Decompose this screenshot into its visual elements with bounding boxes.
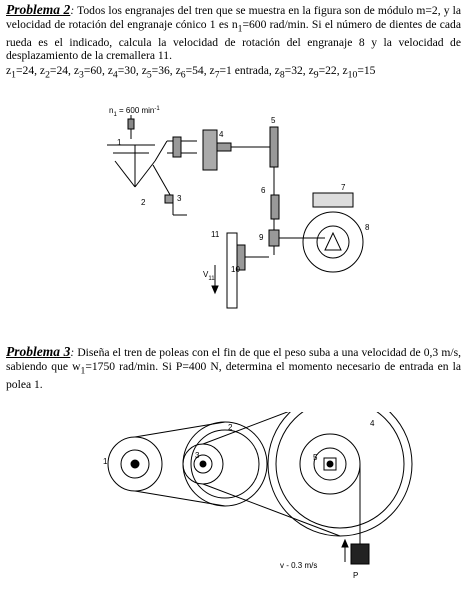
tooth-count-sub: 1 <box>11 69 16 81</box>
tooth-count-7: z <box>209 64 215 77</box>
problem3-statement <box>6 345 461 391</box>
gear-4 <box>203 130 217 170</box>
tooth-count-value: =60, <box>83 64 108 77</box>
pulley-label-2: 2 <box>228 423 233 432</box>
problem2-title: Problema 2 <box>6 2 71 17</box>
gear-9 <box>269 230 279 246</box>
tooth-count-value: =32, <box>284 64 309 77</box>
tooth-count-sub: 5 <box>146 69 152 81</box>
bevel-gear-2-line <box>115 161 135 187</box>
worm-7 <box>313 193 353 207</box>
tooth-count-sub: 9 <box>313 69 319 81</box>
pulley-train-figure <box>95 412 435 597</box>
belt-1-bottom <box>135 491 225 506</box>
problem3-title: Problema 3 <box>6 344 71 359</box>
tooth-count-value: =24, <box>49 64 74 77</box>
label-1: 1 <box>117 138 122 147</box>
tooth-count-3: z <box>73 64 79 77</box>
tooth-count-sub: 7 <box>214 69 220 81</box>
pulley-labels <box>103 419 375 580</box>
tooth-count-2: z <box>39 64 46 77</box>
problem3-title-colon: : <box>70 346 75 359</box>
label-8: 8 <box>365 223 370 232</box>
label-6: 6 <box>261 186 266 195</box>
problem2-text: Todos los engranajes del tren que se muestra en la figura son de módulo m=2, y la velocidad de rotación del engranaje cónico 1 es n <box>6 4 461 31</box>
tooth-count-value: =36, <box>151 64 176 77</box>
belt-1-top <box>135 422 225 437</box>
tooth-count-sub: 8 <box>279 69 285 81</box>
label-7: 7 <box>341 183 346 192</box>
tooth-count-value: =30, <box>117 64 142 77</box>
speed-label: $n_1 = 600$ $\min^{-1}$ <box>109 106 160 118</box>
weight-p <box>351 544 369 564</box>
gear-6 <box>271 195 279 219</box>
belt-2-top <box>203 412 340 444</box>
tooth-count-6: z <box>175 64 181 77</box>
tooth-count-value: =54, <box>185 64 210 77</box>
problem2-text2: =600 rad/min. Si el número de dientes de cada rueda es el indicado, calcula la velocidad de rotación del engranaje 8 y la velocidad de desplazamiento de la cremallera 11. <box>6 17 461 63</box>
tooth-count-sub: 3 <box>79 69 84 81</box>
pulley-label-3: 3 <box>195 451 200 460</box>
bearing-2 <box>173 137 181 157</box>
wheel-8-mount <box>325 233 341 250</box>
tooth-count-sub: 10 <box>347 69 358 81</box>
problem2-statement <box>6 3 461 63</box>
label-9: 9 <box>259 233 264 242</box>
pulley-2 <box>183 422 267 506</box>
weight-label: P <box>353 571 359 580</box>
tooth-count-value: =1 entrada, <box>219 64 275 77</box>
problem3-text: Diseña el tren de poleas con el fin de que el peso suba a una velocidad de 0,3 m/s, sabiendo que w <box>6 346 461 373</box>
v11-label: $V_{11}$ <box>203 270 215 282</box>
problem3-w-sub: 1 <box>80 364 86 376</box>
problem2-n-sub: 1 <box>237 22 243 34</box>
tooth-count-sub: 2 <box>45 69 50 81</box>
gear-train-figure <box>95 105 415 320</box>
tooth-count-value: =24, <box>15 64 40 77</box>
tooth-count-5: z <box>141 64 147 77</box>
label-4: 4 <box>219 130 224 139</box>
tooth-count-9: z <box>308 64 314 77</box>
pulley-label-5: 5 <box>313 453 318 462</box>
tooth-count-1: z <box>6 64 12 77</box>
tooth-count-10: z <box>342 64 348 77</box>
tooth-count-sub: 6 <box>180 69 186 81</box>
pulley-label-4: 4 <box>370 419 375 428</box>
problem3-text2: =1750 rad/min. Si P=400 N, determina el momento necesario de entrada en la polea 1. <box>6 359 461 391</box>
gear-5 <box>270 127 278 167</box>
label-11: 11 <box>211 230 220 239</box>
tooth-count-value: =22, <box>318 64 343 77</box>
label-10: 10 <box>231 265 240 274</box>
tooth-count-sub: 4 <box>112 69 118 81</box>
bearing-1 <box>128 119 134 129</box>
label-5: 5 <box>271 116 276 125</box>
label-2: 2 <box>141 198 146 207</box>
velocity-label: v - 0.3 m/s <box>280 561 318 570</box>
label-3: 3 <box>177 194 182 203</box>
teeth-data-line <box>6 64 375 82</box>
pulley-label-1: 1 <box>103 457 108 466</box>
tooth-count-value: =15 <box>357 64 376 77</box>
problem2-title-colon: : <box>70 4 75 17</box>
tooth-count-8: z <box>274 64 280 77</box>
tooth-count-4: z <box>107 64 113 77</box>
